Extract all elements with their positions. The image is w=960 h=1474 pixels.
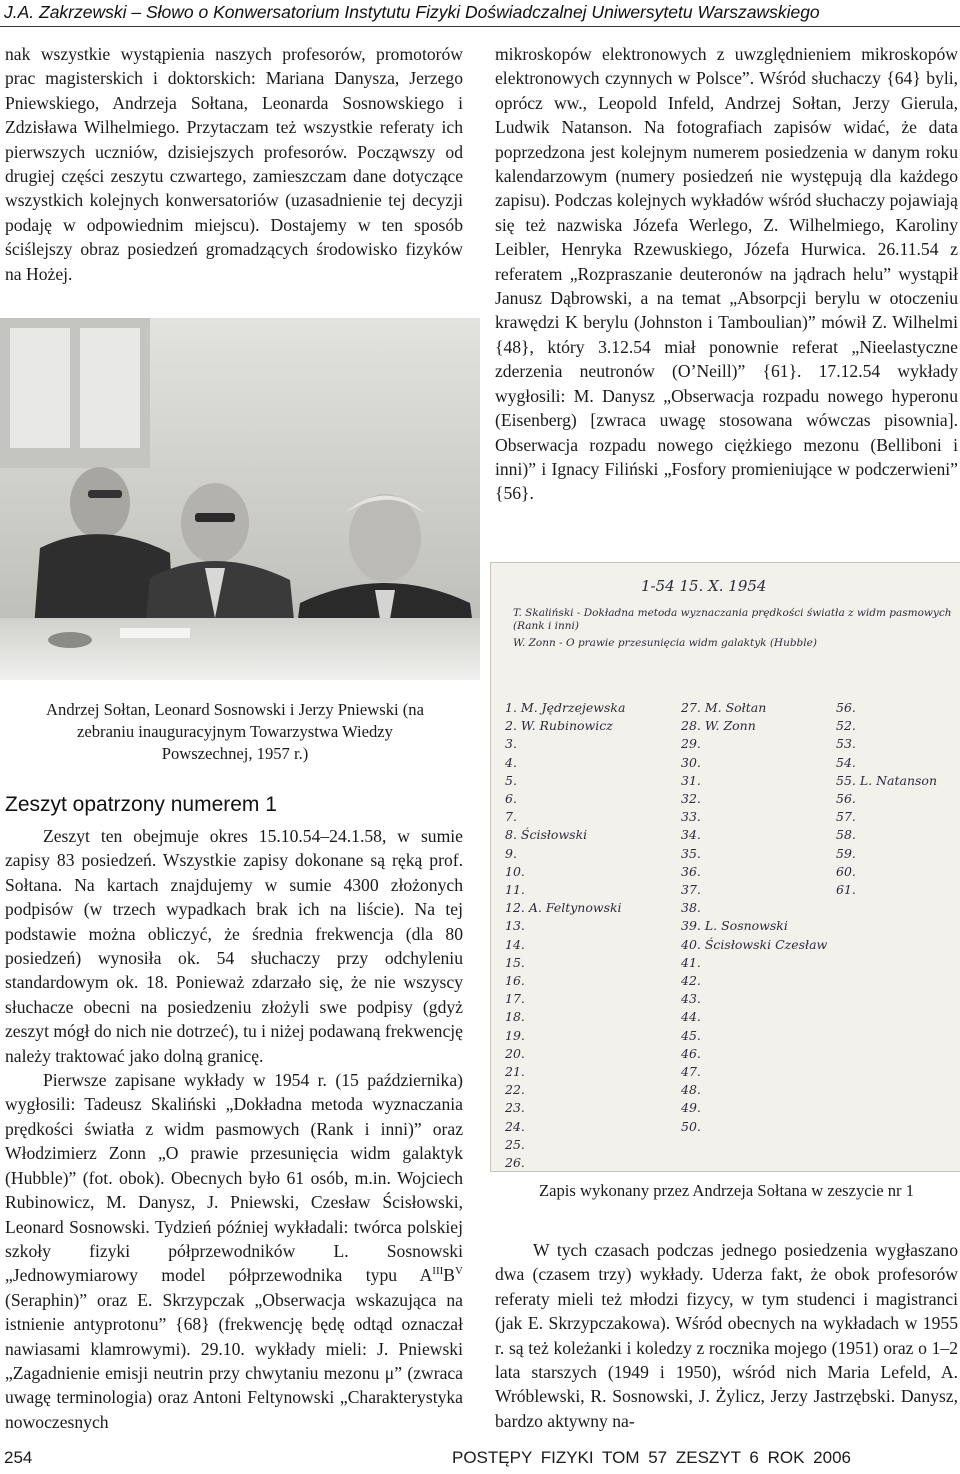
notebook-signature-line: 60. bbox=[836, 863, 856, 879]
paragraph-text: (Seraphin)” oraz E. Skrzypczak „Obserwacja wskazująca na istnienie antyprotonu” {68} (frekwencję będę odtąd oznaczał nawiasami klamrowymi). 29.10. wykłady mieli: J. Pniewski „Zagadnienie emisji neutrin przy chwytaniu mezonu μ” (zwraca uwagę terminologia) oraz Antoni Feltynowski „Charakterystyka nowoczesnych bbox=[5, 1289, 463, 1432]
notebook-signature-line: 14. bbox=[505, 936, 525, 952]
section-heading: Zeszyt opatrzony numerem 1 bbox=[5, 793, 277, 816]
notebook-signature-line: 3. bbox=[505, 736, 517, 752]
notebook-signature-line: 61. bbox=[836, 882, 856, 898]
notebook-signature-line: 49. bbox=[681, 1100, 701, 1116]
notebook-signature-line: 29. bbox=[681, 736, 701, 752]
notebook-signature-line: 56. bbox=[836, 700, 856, 715]
notebook-signature-line: 56. bbox=[836, 791, 856, 807]
notebook-signature-line: 47. bbox=[681, 1064, 701, 1080]
notebook-signature-line: 8. Ścisłowski bbox=[505, 827, 588, 843]
superscript: III bbox=[432, 1265, 444, 1278]
notebook-signature-line: 11. bbox=[505, 882, 525, 898]
notebook-signature-line: 33. bbox=[681, 809, 701, 825]
notebook-signature-line: 30. bbox=[681, 754, 701, 770]
notebook-signature-line: 26. bbox=[505, 1155, 525, 1171]
notebook-signature-line: 35. bbox=[681, 845, 701, 861]
notebook-signature-line: 2. W. Rubinowicz bbox=[505, 718, 613, 734]
notebook-signature-line: 58. bbox=[836, 827, 856, 843]
notebook-signature-line: 44. bbox=[681, 1009, 701, 1025]
group-photo bbox=[0, 318, 480, 680]
notebook-heading: 1-54 15. X. 1954 bbox=[641, 577, 767, 595]
notebook-signature-line: 31. bbox=[681, 772, 701, 788]
photo-caption: Andrzej Sołtan, Leonard Sosnowski i Jerzy Pniewski (na zebraniu inauguracyjnym Towarzystwa Wiedzy Powszechnej, 1957 r.) bbox=[46, 700, 424, 763]
page-number: 254 bbox=[4, 1448, 33, 1467]
header-rule bbox=[0, 26, 960, 27]
notebook-signature-line: 15. bbox=[505, 954, 525, 970]
notebook-signature-line: 6. bbox=[505, 791, 517, 807]
paragraph: mikroskopów elektronowych z uwzględnieniem mikroskopów elektronowych czynnych w Polsce”. Wśród słuchaczy {64} byli, oprócz ww., Leopold Infeld, Andrzej Sołtan, Jerzy Gierula, Ludwik Natanson. Na fotografiach zapisów widać, że data poprzedzona jest kolejnym numerem posiedzenia w danym roku kalendarzowym (numery posiedzeń nie występują dla każdego zapisu). Podczas kolejnych wykładów wśród słuchaczy pojawiają się też nazwiska Józefa Werlego, Z. Wilhelmiego, Karoliny Leibler, Henryka Rzewuskiego, Józefa Hurwica. 26.11.54 z referatem „Rozpraszanie deuteronów na jądrach helu” wystąpił Janusz Dąbrowski, a na temat „Absorpcji berylu w otoczeniu krawędzi K berylu (Johnston i Tamboulian)” mówił Z. Wilhelmi {48}, który 3.12.54 miał ponownie referat „Nieelastyczne zderzenia neutronów (O’Neill)” {61}. 17.12.54 wykłady wygłosili: M. Danysz „Obserwacja rozpadu nowego hyperonu (Eisenberg) [zwraca uwagę stosowana wówczas pisownia]. Obserwacja rozpadu nowego ciężkiego mezonu (Belliboni i inni)” i Ignacy Filiński „Fosfory promieniujące w podczerwieni” {56}. bbox=[495, 44, 958, 504]
notebook-scan bbox=[490, 562, 960, 1172]
notebook-signature-line: 28. W. Zonn bbox=[681, 718, 756, 734]
notebook-signature-line: 20. bbox=[505, 1045, 525, 1061]
notebook-signature-line: 53. bbox=[836, 736, 856, 752]
notebook-signature-line: 22. bbox=[505, 1082, 525, 1098]
notebook-signature-line: 16. bbox=[505, 973, 525, 989]
notebook-signature-line: 59. bbox=[836, 845, 856, 861]
notebook-signature-line: 5. bbox=[505, 772, 517, 788]
notebook-signature-line: 50. bbox=[681, 1118, 701, 1134]
notebook-signatures-col-3 bbox=[836, 699, 956, 899]
notebook-signature-line: 55. L. Natanson bbox=[836, 772, 938, 788]
notebook-signature-line: 48. bbox=[681, 1082, 701, 1098]
notebook-signature-line: 52. bbox=[836, 718, 856, 734]
notebook-signature-line: 12. A. Feltynowski bbox=[505, 900, 622, 916]
notebook-signatures-col-1 bbox=[505, 699, 675, 1172]
superscript: V bbox=[455, 1265, 463, 1278]
notebook-signature-line: 23. bbox=[505, 1100, 525, 1116]
notebook-signature-line: 1. M. Jędrzejewska bbox=[505, 700, 626, 715]
notebook-signature-line: 57. bbox=[836, 809, 856, 825]
notebook-signature-line: 17. bbox=[505, 991, 525, 1007]
notebook-signature-line: 43. bbox=[681, 991, 701, 1007]
notebook-signature-line: 10. bbox=[505, 863, 525, 879]
notebook-signature-line: 24. bbox=[505, 1118, 525, 1134]
notebook-signature-line: 9. bbox=[505, 845, 517, 861]
notebook-signature-line: 40. Ścisłowski Czesław bbox=[681, 936, 828, 952]
notebook-signature-line: 13. bbox=[505, 918, 525, 934]
notebook-signature-line: 45. bbox=[681, 1027, 701, 1043]
notebook-signature-line: 4. bbox=[505, 754, 517, 770]
notebook-signature-line: 34. bbox=[681, 827, 701, 843]
journal-info: POSTĘPY FIZYKI TOM 57 ZESZYT 6 ROK 2006 bbox=[452, 1448, 851, 1467]
notebook-signature-line: 41. bbox=[681, 954, 701, 970]
notebook-signature-line: 27. M. Sołtan bbox=[681, 700, 767, 715]
paragraph-text: B bbox=[443, 1265, 456, 1286]
notebook-signature-line: 37. bbox=[681, 882, 701, 898]
notebook-signature-line: 7. bbox=[505, 809, 517, 825]
notebook-signature-line: 19. bbox=[505, 1027, 525, 1043]
photo-illustration bbox=[0, 318, 480, 680]
right-column-bottom bbox=[495, 1238, 958, 1433]
notebook-signature-line: 46. bbox=[681, 1045, 701, 1061]
paragraph: Zeszyt ten obejmuje okres 15.10.54–24.1.58, w sumie zapisy 83 posiedzeń. Wszystkie zapisy dokonane są ręką prof. Sołtana. Na kartach znajdujemy w sumie 4300 złożonych podpisów (w trzech wypadkach brak ich na liście). Na tej podstawie można obliczyć, że średnia frekwencja (dla 80 posiedzeń) wynosiła ok. 54 słuchaczy przy odchyleniu standardowym ok. 18. Ponieważ zdarzało się, że nie wszyscy słuchacze obecni na posiedzeniu złożyli swe podpisy (gdyż zeszyt mógł do nich nie dotrzeć), tu i niżej podawaną frekwencję należy traktować jako dolną granicę. bbox=[5, 826, 463, 1066]
page-footer bbox=[0, 1444, 960, 1468]
notebook-signature-line: 38. bbox=[681, 900, 701, 916]
left-column-top bbox=[5, 42, 463, 286]
notebook-signature-line: 36. bbox=[681, 863, 701, 879]
paragraph: nak wszystkie wystąpienia naszych profesorów, promotorów prac magisterskich i doktorskich: Mariana Danysza, Jerzego Pniewskiego, Andrzeja Sołtana, Leonarda Sosnowskiego i Zdzisława Wilhelmiego. Przytaczam też wszystkie referaty ich pierwszych uczniów, dzisiejszych profesorów. Począwszy od drugiej części zeszytu czwartego, zamieszczam dane dotyczące wszystkich kolejnych konwersatoriów (uzasadnienie tej decyzji podaję w odpowiednim miejscu). Dostajemy w ten sposób ściślejszy obraz posiedzeń gromadzących środowisko fizyków na Hożej. bbox=[5, 44, 463, 284]
paragraph-text: Pierwsze zapisane wykłady w 1954 r. (15 października) wygłosili: Tadeusz Skaliński „Dokładna metoda wyznaczania prędkości światła z widm pasmowych (Rank i inni)” oraz Włodzimierz Zonn „O prawie przesunięcia widm galaktyk (Hubble)” (fot. obok). Obecnych było 61 osób, m.in. Wojciech Rubinowicz, M. Danysz, J. Pniewski, Czesław Ścisłowski, Leonard Sosnowski. Tydzień później wykładali: twórca polskiej szkoły fizyki półprzewodników L. Sosnowski „Jednowymiarowy model półprzewodnika typu A bbox=[5, 1070, 463, 1286]
right-column-top bbox=[495, 42, 958, 506]
paragraph: W tych czasach podczas jednego posiedzenia wygłaszano dwa (czasem trzy) wykłady. Uderza fakt, że obok profesorów referaty mieli też młodzi fizycy, w tym studenci i magistranci (jak E. Skrzypczakowa). Wśród obecnych na wykładach w 1955 r. są też koleżanki i koledzy z rocznika mojego (1951) oraz o 1–2 lata starszych (1949 i 1950), wśród nich Maria Lefeld, A. Wróblewski, R. Sosnowski, J. Żylicz, Jerzy Jastrzębski. Danysz, bardzo aktywny na- bbox=[495, 1240, 958, 1431]
notebook-signature-line: 21. bbox=[505, 1064, 525, 1080]
notebook-caption: Zapis wykonany przez Andrzeja Sołtana w zeszycie nr 1 bbox=[538, 1181, 915, 1200]
notebook-signature-line: 42. bbox=[681, 973, 701, 989]
left-column-bottom bbox=[5, 824, 463, 1434]
notebook-signatures-col-2 bbox=[681, 699, 831, 1136]
notebook-signature-line: 25. bbox=[505, 1136, 525, 1152]
running-header: J.A. Zakrzewski – Słowo o Konwersatorium Instytutu Fizyki Doświadczalnej Uniwersytetu Warszawskiego bbox=[4, 2, 820, 22]
notebook-signature-line: 39. L. Sosnowski bbox=[681, 918, 788, 934]
notebook-lecture-2: W. Zonn - O prawie przesunięcia widm galaktyk (Hubble) bbox=[513, 637, 817, 649]
notebook-signature-line: 32. bbox=[681, 791, 701, 807]
notebook-signature-line: 54. bbox=[836, 754, 856, 770]
notebook-lecture-1: T. Skaliński - Dokładna metoda wyznaczania prędkości światła z widm pasmowych (Rank i inni) bbox=[513, 607, 952, 632]
paragraph bbox=[5, 1068, 463, 1434]
notebook-signature-line: 18. bbox=[505, 1009, 525, 1025]
